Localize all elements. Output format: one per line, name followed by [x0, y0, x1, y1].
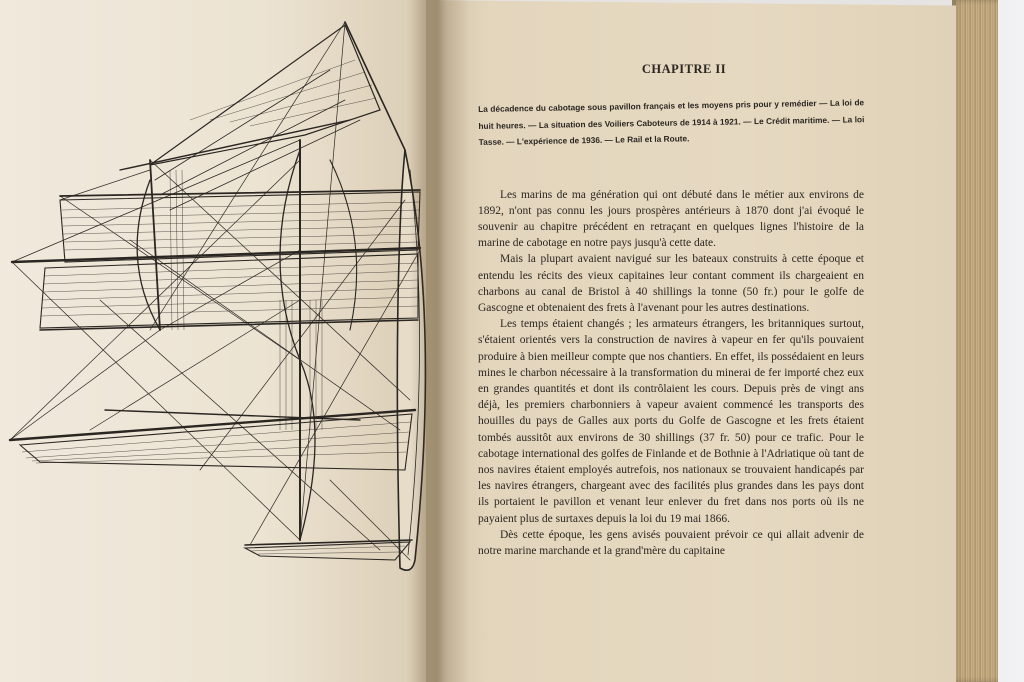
book-gutter-shadow	[410, 0, 470, 682]
body-text	[478, 187, 864, 560]
paragraph: Les temps étaient changés ; les armateurs étrangers, les britanniques surtout, s'étaient orientés vers la construction de navires à vapeur en fer qu'ils pouvaient produire à bien meilleur compte que nos chantiers. En effet, ils possédaient en leurs mines le charbon nécessaire à la transformation du minerai de fer importé chez eux en grandes quantités et dont ils contrôlaient les cours. Depuis près de vingt ans déjà, les premiers charbonniers à vapeur avaient commencé les transports des houilles du pays de Galles aux ports du Golfe de Gascogne et les frets étaient tombés aussitôt aux environs de 30 shillings (37 fr. 50) pour ce trafic. Pour le cabotage international des golfes de Finlande et de Bothnie à l'Adriatique où tant de nos navires étaient employés autrefois, nos nationaux se trouvaient handicapés par les navires étrangers, chargeant avec des facilités plus grandes dans les pays dont ils portaient le pavillon et venant leur enlever du fret dans nos ports où ils ne payaient plus de surtaxes depuis la loi du 19 mai 1866.	[478, 318, 864, 525]
right-page-text	[478, 62, 870, 559]
chapter-title: CHAPITRE II	[641, 62, 727, 76]
chapter-summary: La décadence du cabotage sous pavillon français et les moyens pris pour y remédier — La loi de huit heures. — La situation des Voiliers Caboteurs de 1914 à 1921. — Le Crédit maritime. — La loi Tasse. — L'expérience de 1936. — Le Rail et la Route.	[478, 97, 865, 147]
sailing-ship-rigging-illustration	[0, 0, 440, 682]
paragraph: Dès cette époque, les gens avisés pouvaient prévoir ce qui allait advenir de notre marine marchande et la grand'mère du capitaine	[478, 528, 864, 557]
paragraph: Mais la plupart avaient navigué sur les bateaux construits à cette époque et entendu les récits des vieux capitaines leur contant comment ils chargeaient en charbons au canal de Bristol à 40 shillings la tonne (50 fr.) pour le golfe de Gascogne et obtenaient des frets à l'avenant pour les autres destinations.	[478, 253, 864, 314]
paragraph: Les marins de ma génération qui ont débuté dans le métier aux environs de 1892, n'ont pas connu les jours prospères antérieurs à 1870 dont j'ai évoqué le souvenir au chapitre précédent en retraçant en quelques lignes l'histoire de la marine de cabotage en notre pays jusqu'à cette date.	[478, 188, 864, 250]
page-stack-edge	[952, 0, 998, 682]
